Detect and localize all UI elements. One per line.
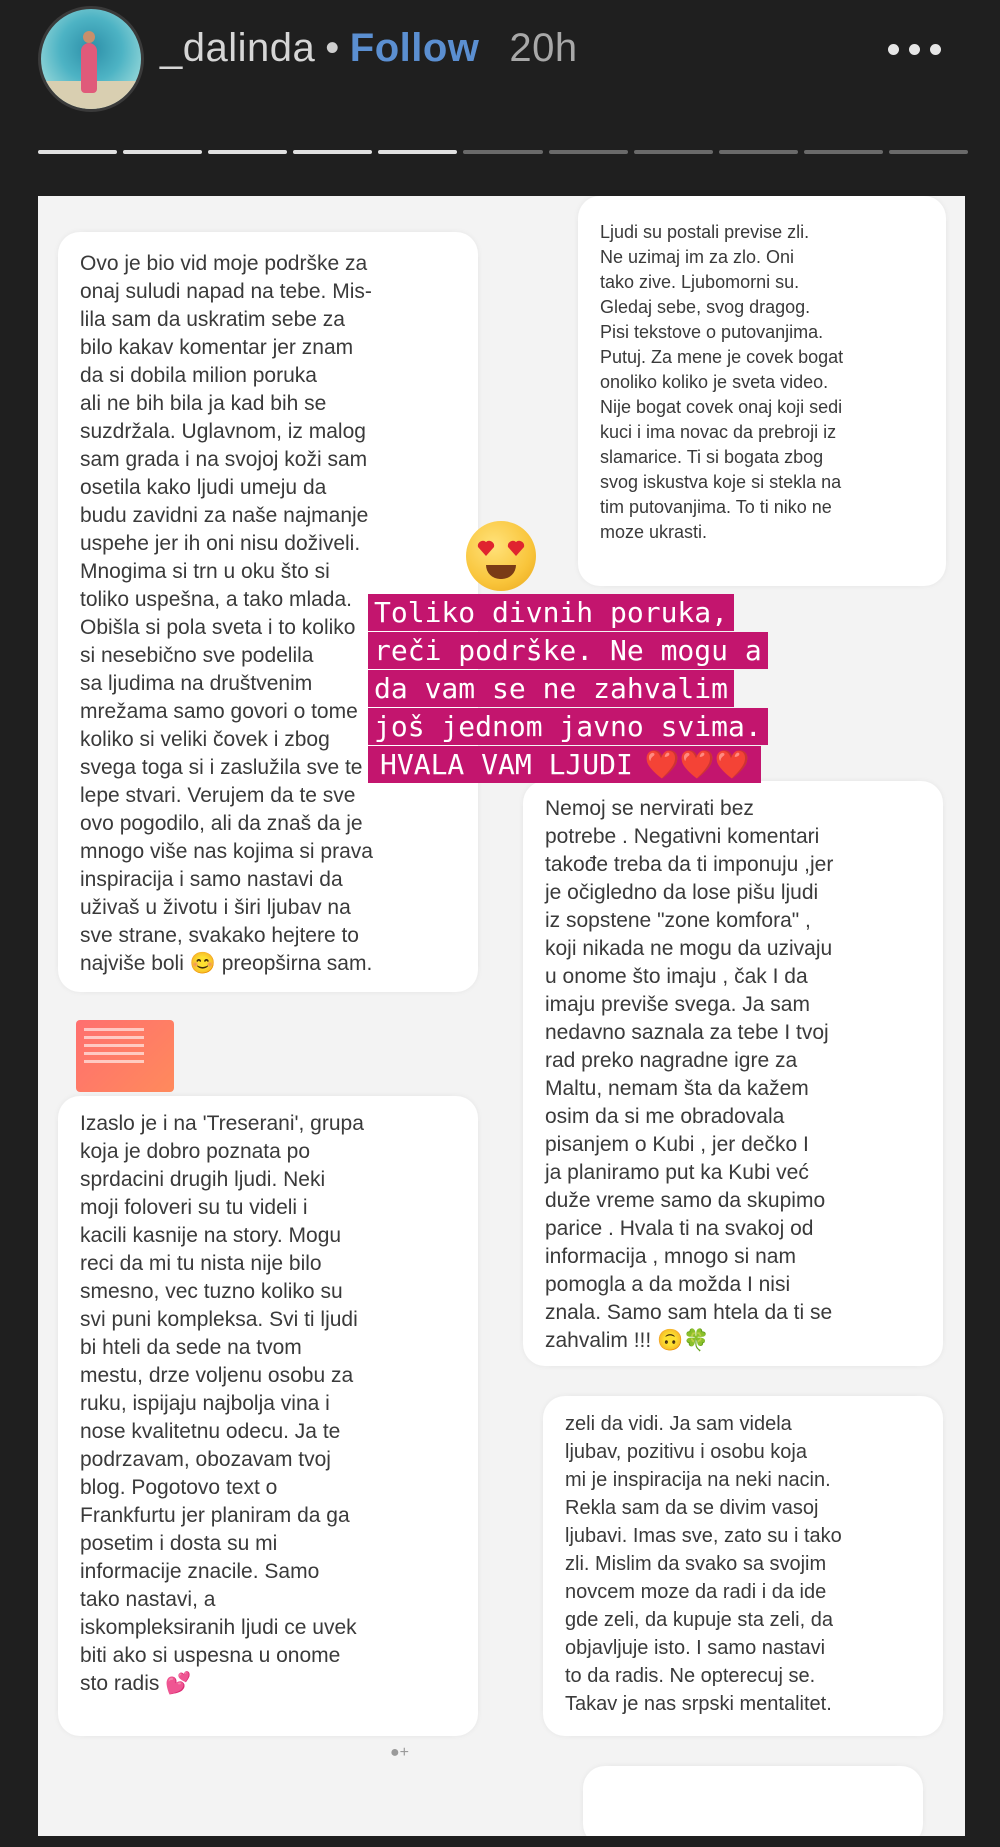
message-text: Ovo je bio vid moje podrške za onaj suludi napad na tebe. Mis- lila sam da uskratim sebe za bilo kakav komentar jer znam da si dobila milion poruka ali ne bih bila ja kad bih se suzdržala. Uglavnom, iz malog sam grada i na svojoj koži sam osetila kako ljudi umeju da budu zavidni za naše najmanje uspehe jer ih oni nisu doživeli. Mnogima si trn u oku što si toliko uspešna, a tako mlada. Obišla si pola sveta i to koliko si nesebično sve podelila sa ljudima na društvenim mrežama samo govori o tome koliko si veliki čovek i zbog svega toga si i zaslužila sve te lepe stvari. Verujem da te sve ovo pogodilo, ali da znaš da je mnogo više nas kojima si prava inspiracija i samo nastavi da uživaš u životu i širi ljubav na sve strane, svakako hejtere to najviše boli 😊 preopširna sam.: [80, 252, 373, 975]
progress-segment: [38, 150, 117, 154]
message-bubble: [578, 196, 946, 586]
story-header: [0, 0, 1000, 140]
banner-line: [368, 746, 768, 784]
progress-segment: [889, 150, 968, 154]
progress-segment: [804, 150, 883, 154]
message-bubble: [543, 1396, 943, 1736]
thumbnail-text: [84, 1028, 144, 1068]
more-options-icon[interactable]: [864, 25, 964, 73]
progress-segment: [378, 150, 457, 154]
thank-you-banner: [368, 594, 768, 784]
avatar-person: [81, 43, 97, 93]
banner-text: HVALA VAM LJUDI: [374, 746, 639, 783]
more-dot: [930, 44, 941, 55]
banner-text: da vam se ne zahvalim: [368, 670, 734, 707]
progress-segment: [123, 150, 202, 154]
message-text: zeli da vidi. Ja sam videla ljubav, pozitivu i osobu koja mi je inspiracija na neki nacin. Rekla sam da se divim vasoj ljubavi. Imas sve, zato su i tako zli. Mislim da svako sa svojim novcem moze da radi i da ide gde zeli, da kupuje sta zeli, da objavljuje isto. I samo nastavi to da radis. Ne opterecuj se. Takav je nas srpski mentalitet.: [565, 1413, 842, 1715]
banner-line: [368, 708, 768, 746]
heart-eye-icon: [476, 539, 496, 557]
more-dot: [909, 44, 920, 55]
banner-text: Toliko divnih poruka,: [368, 594, 734, 631]
message-bubble-partial: [583, 1766, 923, 1836]
message-bubble: [58, 1096, 478, 1736]
more-dot: [888, 44, 899, 55]
progress-segment: [634, 150, 713, 154]
message-text: Izaslo je i na 'Treserani', grupa koja je dobro poznata po sprdacini drugih ljudi. Neki moji foloveri su tu videli i kacili kasnije na story. Mogu reci da mi tu nista nije bilo smesno, vec tuzno koliko su svi puni kompleksa. Svi ti ljudi bi hteli da sede na tvom mestu, drze voljenu osobu za ruku, ispijaju najbolja vina i nose kvalitetnu odecu. Ja te podrzavam, obozavam tvoj blog. Pogotovo text o Frankfurtu jer planiram da ga posetim i dosta su mi informacije znacile. Samo tako nastavi, a iskompleksiranih ljudi ce uvek biti ako si uspesna u onome sto radis 💕: [80, 1112, 364, 1695]
message-bubble: [523, 781, 943, 1366]
message-text: Ljudi su postali previse zli. Ne uzimaj im za zlo. Oni tako zive. Ljubomorni su. Gledaj sebe, svog dragog. Pisi tekstove o putovanjima. Putuj. Za mene je covek bogat onoliko koliko je sveta video. Nije bogat covek onaj koji sedi kuci i ima novac da prebroji iz slamarice. Ti si bogata zbog svog iskustva koje si stekla na tim putovanjima. To ti niko ne moze ukrasti.: [600, 222, 844, 542]
heart-eye-icon: [506, 539, 526, 557]
screenshot-thumbnail: [76, 1020, 174, 1092]
username[interactable]: _dalinda: [160, 25, 316, 70]
seen-indicator: ●+: [390, 1744, 410, 1761]
hearts-icon: ❤️❤️❤️: [639, 746, 756, 783]
emoji-mouth: [486, 565, 516, 579]
banner-line: [368, 670, 768, 708]
post-time: 20h: [509, 25, 578, 70]
story-progress-bar: [38, 150, 968, 156]
heart-eyes-emoji-icon: [466, 521, 536, 591]
follow-button[interactable]: Follow: [349, 25, 480, 70]
story-content: [38, 196, 965, 1836]
banner-line: [368, 594, 768, 632]
profile-avatar[interactable]: [38, 6, 144, 112]
progress-segment: [208, 150, 287, 154]
banner-text: još jednom javno svima.: [368, 708, 768, 745]
progress-segment: [463, 150, 542, 154]
banner-text-final: [368, 746, 761, 783]
user-line: [160, 18, 578, 78]
progress-segment: [293, 150, 372, 154]
banner-text: reči podrške. Ne mogu a: [368, 632, 768, 669]
message-text: Nemoj se nervirati bez potrebe . Negativni komentari takođe treba da ti imponuju ,jer je očigledno da lose pišu ljudi iz sopstene "zone komfora" , koji nikada ne mogu da uzivaju u onome što imaju , čak I da imaju previše svega. Ja sam nedavno saznala za tebe I tvoj rad preko nagradne igre za Maltu, nemam šta da kažem osim da si me obradovala pisanjem o Kubi , jer dečko I ja planiramo put ka Kubi već duže vreme samo da skupimo parice . Hvala ti na svakoj od informacija , mnogo si nam pomogla a da možda I nisi znala. Samo sam htela da ti se zahvalim !!! 🙃🍀: [545, 797, 834, 1352]
avatar-person-head: [83, 31, 95, 43]
progress-segment: [719, 150, 798, 154]
banner-line: [368, 632, 768, 670]
separator-dot: •: [325, 25, 340, 70]
progress-segment: [549, 150, 628, 154]
